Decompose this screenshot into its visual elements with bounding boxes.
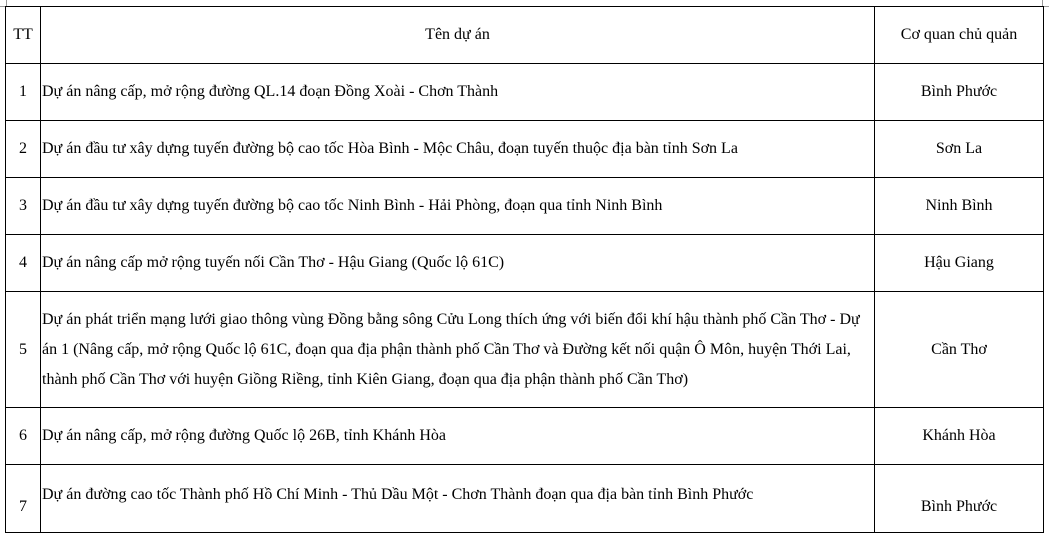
table-row: [6, 408, 1044, 465]
table-row: [6, 292, 1044, 408]
header-managing-agency: Cơ quan chủ quản: [875, 7, 1044, 64]
projects-table: [5, 6, 1044, 533]
row-number: 7: [6, 465, 41, 533]
managing-agency: Khánh Hòa: [875, 408, 1044, 465]
managing-agency: Bình Phước: [875, 64, 1044, 121]
header-tt: TT: [6, 7, 41, 64]
table-row: [6, 178, 1044, 235]
row-number: 5: [6, 292, 41, 408]
managing-agency: Bình Phước: [875, 465, 1044, 533]
header-project-name: Tên dự án: [41, 7, 875, 64]
project-name: Dự án đường cao tốc Thành phố Hồ Chí Minh - Thủ Dầu Một - Chơn Thành đoạn qua địa bàn tỉnh Bình Phước: [41, 465, 875, 533]
managing-agency: Hậu Giang: [875, 235, 1044, 292]
managing-agency: Ninh Bình: [875, 178, 1044, 235]
project-name: Dự án phát triển mạng lưới giao thông vùng Đồng bằng sông Cửu Long thích ứng với biến đổi khí hậu thành phố Cần Thơ - Dự án 1 (Nâng cấp, mở rộng Quốc lộ 61C, đoạn qua địa phận thành phố Cần Thơ và Đường kết nối quận Ô Môn, huyện Thới Lai, thành phố Cần Thơ với huyện Giồng Riềng, tỉnh Kiên Giang, đoạn qua địa phận thành phố Cần Thơ): [41, 292, 875, 408]
row-number: 1: [6, 64, 41, 121]
managing-agency: Sơn La: [875, 121, 1044, 178]
project-name: Dự án nâng cấp, mở rộng đường QL.14 đoạn Đồng Xoài - Chơn Thành: [41, 64, 875, 121]
row-number: 3: [6, 178, 41, 235]
table-row: [6, 64, 1044, 121]
managing-agency: Cần Thơ: [875, 292, 1044, 408]
project-name: Dự án đầu tư xây dựng tuyến đường bộ cao tốc Ninh Bình - Hải Phòng, đoạn qua tỉnh Ninh Bình: [41, 178, 875, 235]
project-name: Dự án nâng cấp, mở rộng đường Quốc lộ 26B, tỉnh Khánh Hòa: [41, 408, 875, 465]
row-number: 2: [6, 121, 41, 178]
table-row: [6, 465, 1044, 533]
table-row: [6, 235, 1044, 292]
table-header-row: [6, 7, 1044, 64]
table-row: [6, 121, 1044, 178]
project-name: Dự án đầu tư xây dựng tuyến đường bộ cao tốc Hòa Bình - Mộc Châu, đoạn tuyến thuộc địa bàn tỉnh Sơn La: [41, 121, 875, 178]
row-number: 4: [6, 235, 41, 292]
row-number: 6: [6, 408, 41, 465]
project-name: Dự án nâng cấp mở rộng tuyến nối Cần Thơ - Hậu Giang (Quốc lộ 61C): [41, 235, 875, 292]
